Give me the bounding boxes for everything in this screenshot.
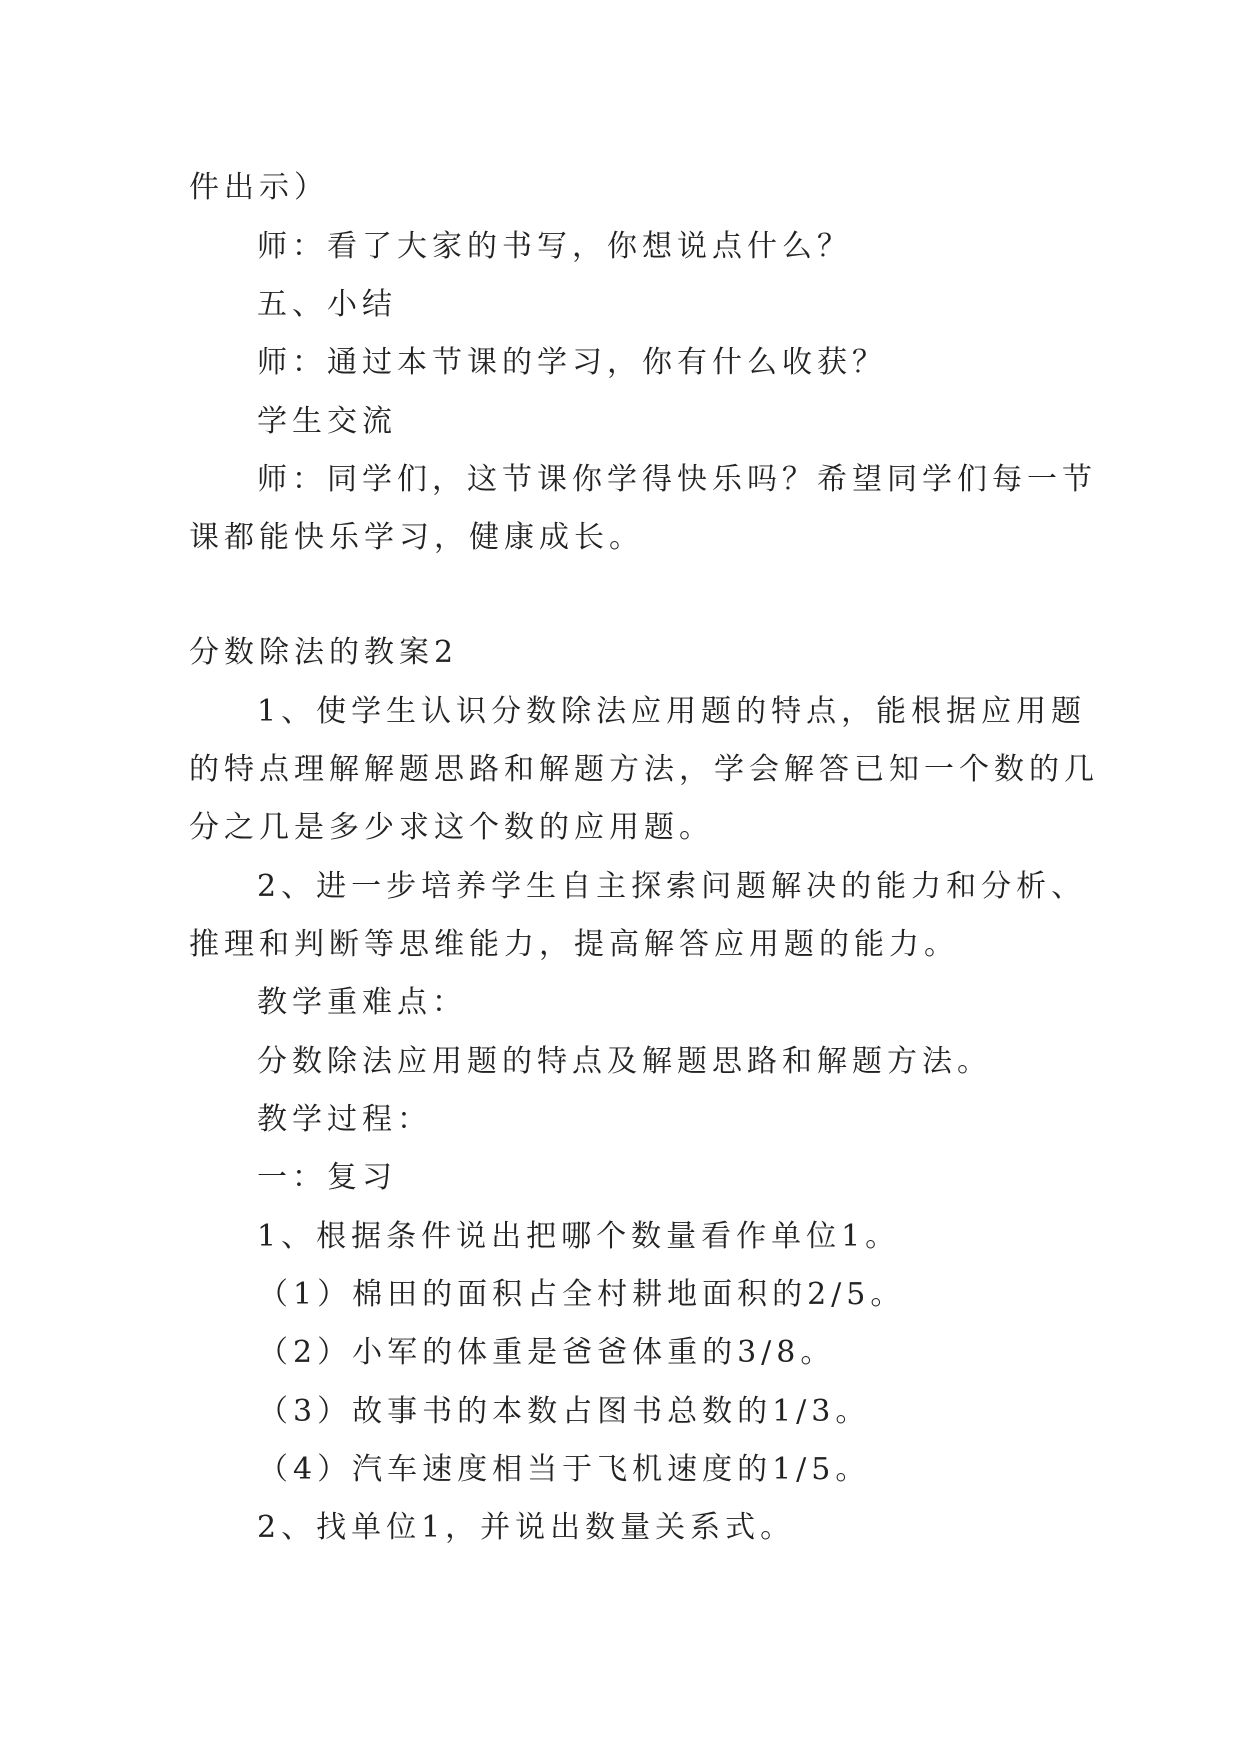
text-line: 2、找单位1，并说出数量关系式。: [257, 1510, 796, 1545]
list-item: （2）小军的体重是爸爸体重的3/8。: [258, 1335, 836, 1370]
text-line: 师：通过本节课的学习，你有什么收获？: [257, 345, 887, 380]
text-line: 的特点理解解题思路和解题方法，学会解答已知一个数的几: [189, 752, 1099, 787]
text-line: 1、使学生认识分数除法应用题的特点，能根据应用题: [257, 694, 1087, 729]
list-item: （4）汽车速度相当于飞机速度的1/5。: [258, 1452, 871, 1487]
text-line: 件出示）: [189, 170, 329, 205]
section-heading: 教学重难点：: [257, 985, 467, 1020]
list-item: （3）故事书的本数占图书总数的1/3。: [258, 1394, 871, 1429]
document-title: 分数除法的教案2: [189, 635, 459, 670]
section-heading: 教学过程：: [257, 1102, 432, 1137]
text-line: 学生交流: [257, 404, 397, 439]
text-line: 推理和判断等思维能力，提高解答应用题的能力。: [189, 927, 959, 962]
text-line: 师：同学们，这节课你学得快乐吗？希望同学们每一节: [257, 462, 1097, 497]
text-line: 分数除法应用题的特点及解题思路和解题方法。: [257, 1044, 992, 1079]
section-heading: 一：复习: [257, 1160, 397, 1195]
list-item: （1）棉田的面积占全村耕地面积的2/5。: [258, 1277, 906, 1312]
text-line: 1、根据条件说出把哪个数量看作单位1。: [257, 1219, 901, 1254]
text-line: 师：看了大家的书写，你想说点什么？: [257, 229, 852, 264]
text-line: 2、进一步培养学生自主探索问题解决的能力和分析、: [257, 869, 1087, 904]
text-line: 课都能快乐学习，健康成长。: [189, 520, 644, 555]
text-line: 分之几是多少求这个数的应用题。: [189, 810, 714, 845]
section-heading: 五、小结: [257, 287, 397, 322]
